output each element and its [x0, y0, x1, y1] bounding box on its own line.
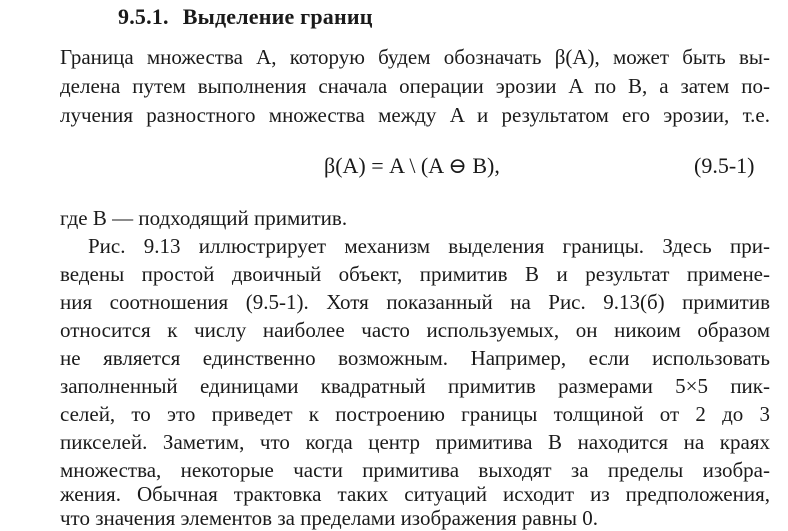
paragraph2-line-8: пикселей. Заметим, что когда центр примитива B находится на краях	[60, 430, 770, 454]
equation-number: (9.5-1)	[694, 153, 755, 178]
after-formula-line: где B — подходящий примитив.	[60, 206, 348, 230]
paragraph2-line-4: относится к числу наиболее часто используемых, он никоим образом	[60, 318, 770, 342]
paragraph2-line-10: жения. Обычная трактовка таких ситуаций исходит из предположения,	[60, 482, 770, 506]
section-number: 9.5.1.	[118, 4, 169, 29]
paragraph2-line-2: ведены простой двоичный объект, примитив B и результат примене-	[60, 262, 770, 286]
paragraph2-line-11: что значения элементов за пределами изображения равны 0.	[60, 506, 599, 530]
paragraph2-line-6: заполненный единицами квадратный примитив размерами 5×5 пик-	[60, 374, 770, 398]
equation: β(A) = A \ (A ⊖ B),	[324, 153, 500, 178]
section-heading	[118, 4, 373, 30]
paragraph2-line-5: не является единственно возможным. Например, если использовать	[60, 346, 770, 370]
paragraph2-line-1: Рис. 9.13 иллюстрирует механизм выделения границы. Здесь при-	[88, 234, 770, 258]
paragraph2-line-9: множества, некоторые части примитива выходят за пределы изобра-	[60, 458, 770, 482]
paragraph1-line-2: делена путем выполнения сначала операции эрозии A по B, а затем по-	[60, 74, 770, 98]
paragraph1-line-1: Граница множества A, которую будем обозначать β(A), может быть вы-	[60, 45, 770, 69]
paragraph2-line-7: селей, то это приведет к построению границы толщиной от 2 до 3	[60, 402, 770, 426]
section-title: Выделение границ	[182, 4, 373, 29]
paragraph2-line-3: ния соотношения (9.5-1). Хотя показанный на Рис. 9.13(б) примитив	[60, 290, 770, 314]
paragraph1-line-3: лучения разностного множества между A и результатом его эрозии, т.е.	[60, 103, 770, 127]
